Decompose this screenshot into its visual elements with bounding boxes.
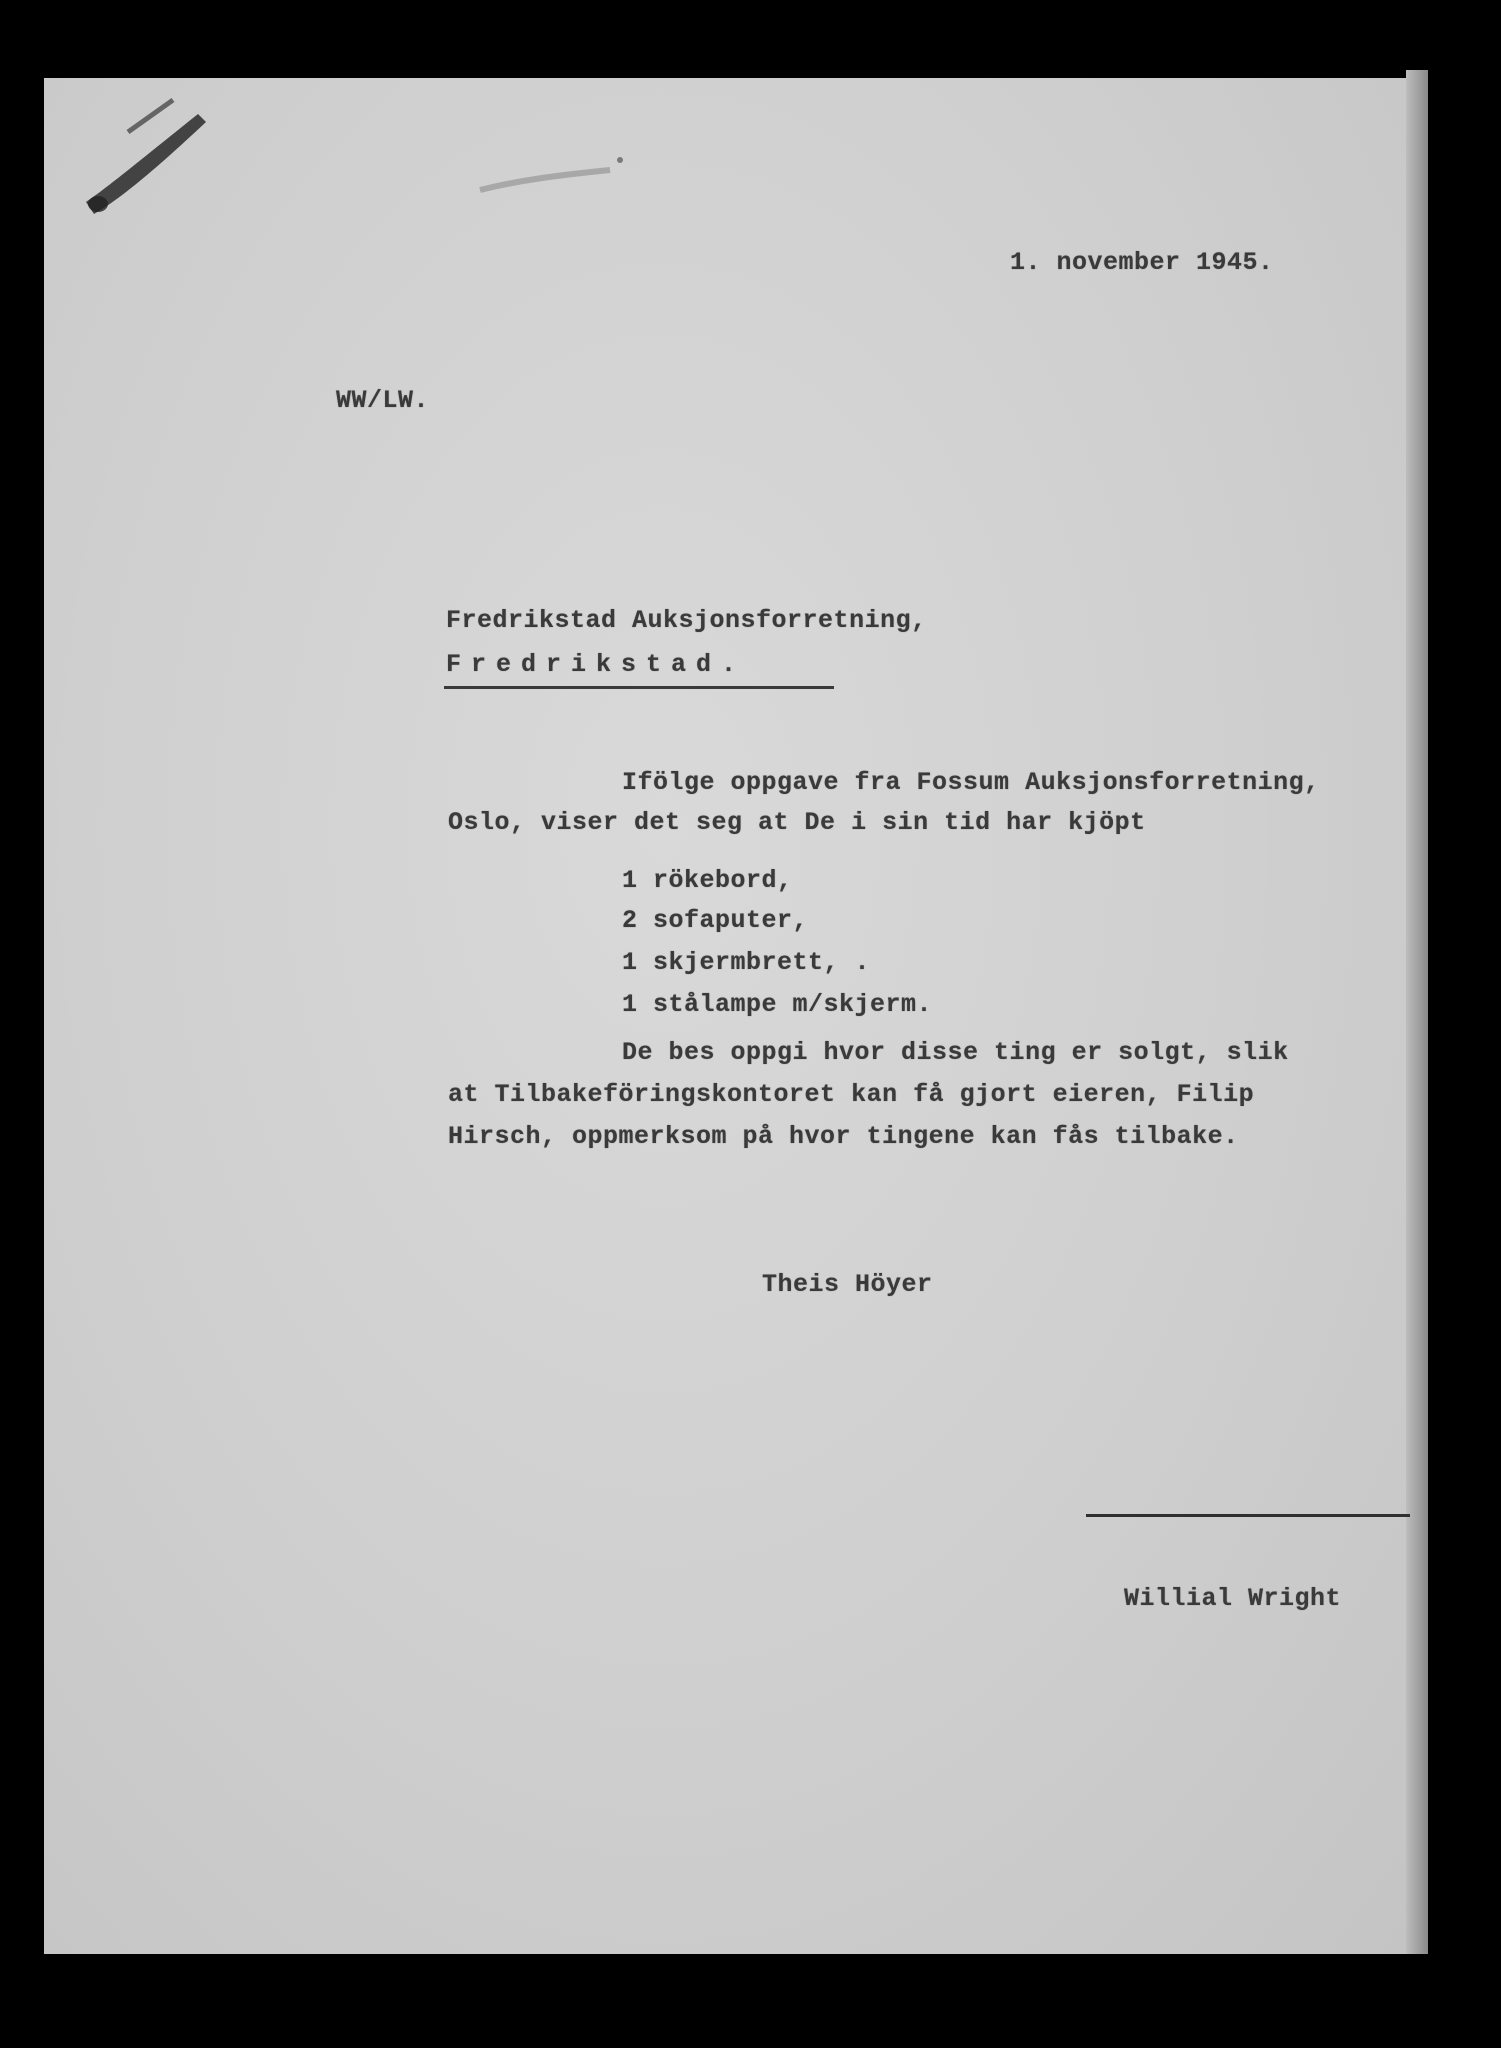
signature-line — [1086, 1514, 1410, 1517]
request-line-2: at Tilbakeföringskontoret kan få gjort eieren, Filip — [448, 1080, 1255, 1109]
paper-edge — [1406, 70, 1428, 1954]
request-line-3: Hirsch, oppmerksom på hvor tingene kan fås tilbake. — [448, 1122, 1239, 1151]
ink-smudge — [78, 92, 228, 222]
cc-name: Theis Höyer — [762, 1270, 933, 1299]
reference-initials: WW/LW. — [336, 386, 430, 415]
paper-stain — [470, 150, 650, 210]
item-line: 2 sofaputer, — [622, 906, 809, 935]
request-line-1: De bes oppgi hvor disse ting er solgt, slik — [622, 1038, 1289, 1067]
body-line-2: Oslo, viser det seg at De i sin tid har kjöpt — [448, 808, 1146, 837]
item-line: 1 rökebord, — [622, 866, 793, 895]
recipient-city: Fredrikstad. — [446, 650, 747, 679]
letter-date: 1. november 1945. — [1010, 248, 1274, 277]
signatory-name: Willial Wright — [1124, 1584, 1342, 1613]
item-line: 1 skjermbrett, . — [622, 948, 871, 977]
item-line: 1 stålampe m/skjerm. — [622, 990, 933, 1019]
recipient-city-underline — [444, 686, 834, 689]
body-line-1: Ifölge oppgave fra Fossum Auksjonsforretning, — [622, 768, 1320, 797]
recipient-name: Fredrikstad Auksjonsforretning, — [446, 606, 927, 635]
